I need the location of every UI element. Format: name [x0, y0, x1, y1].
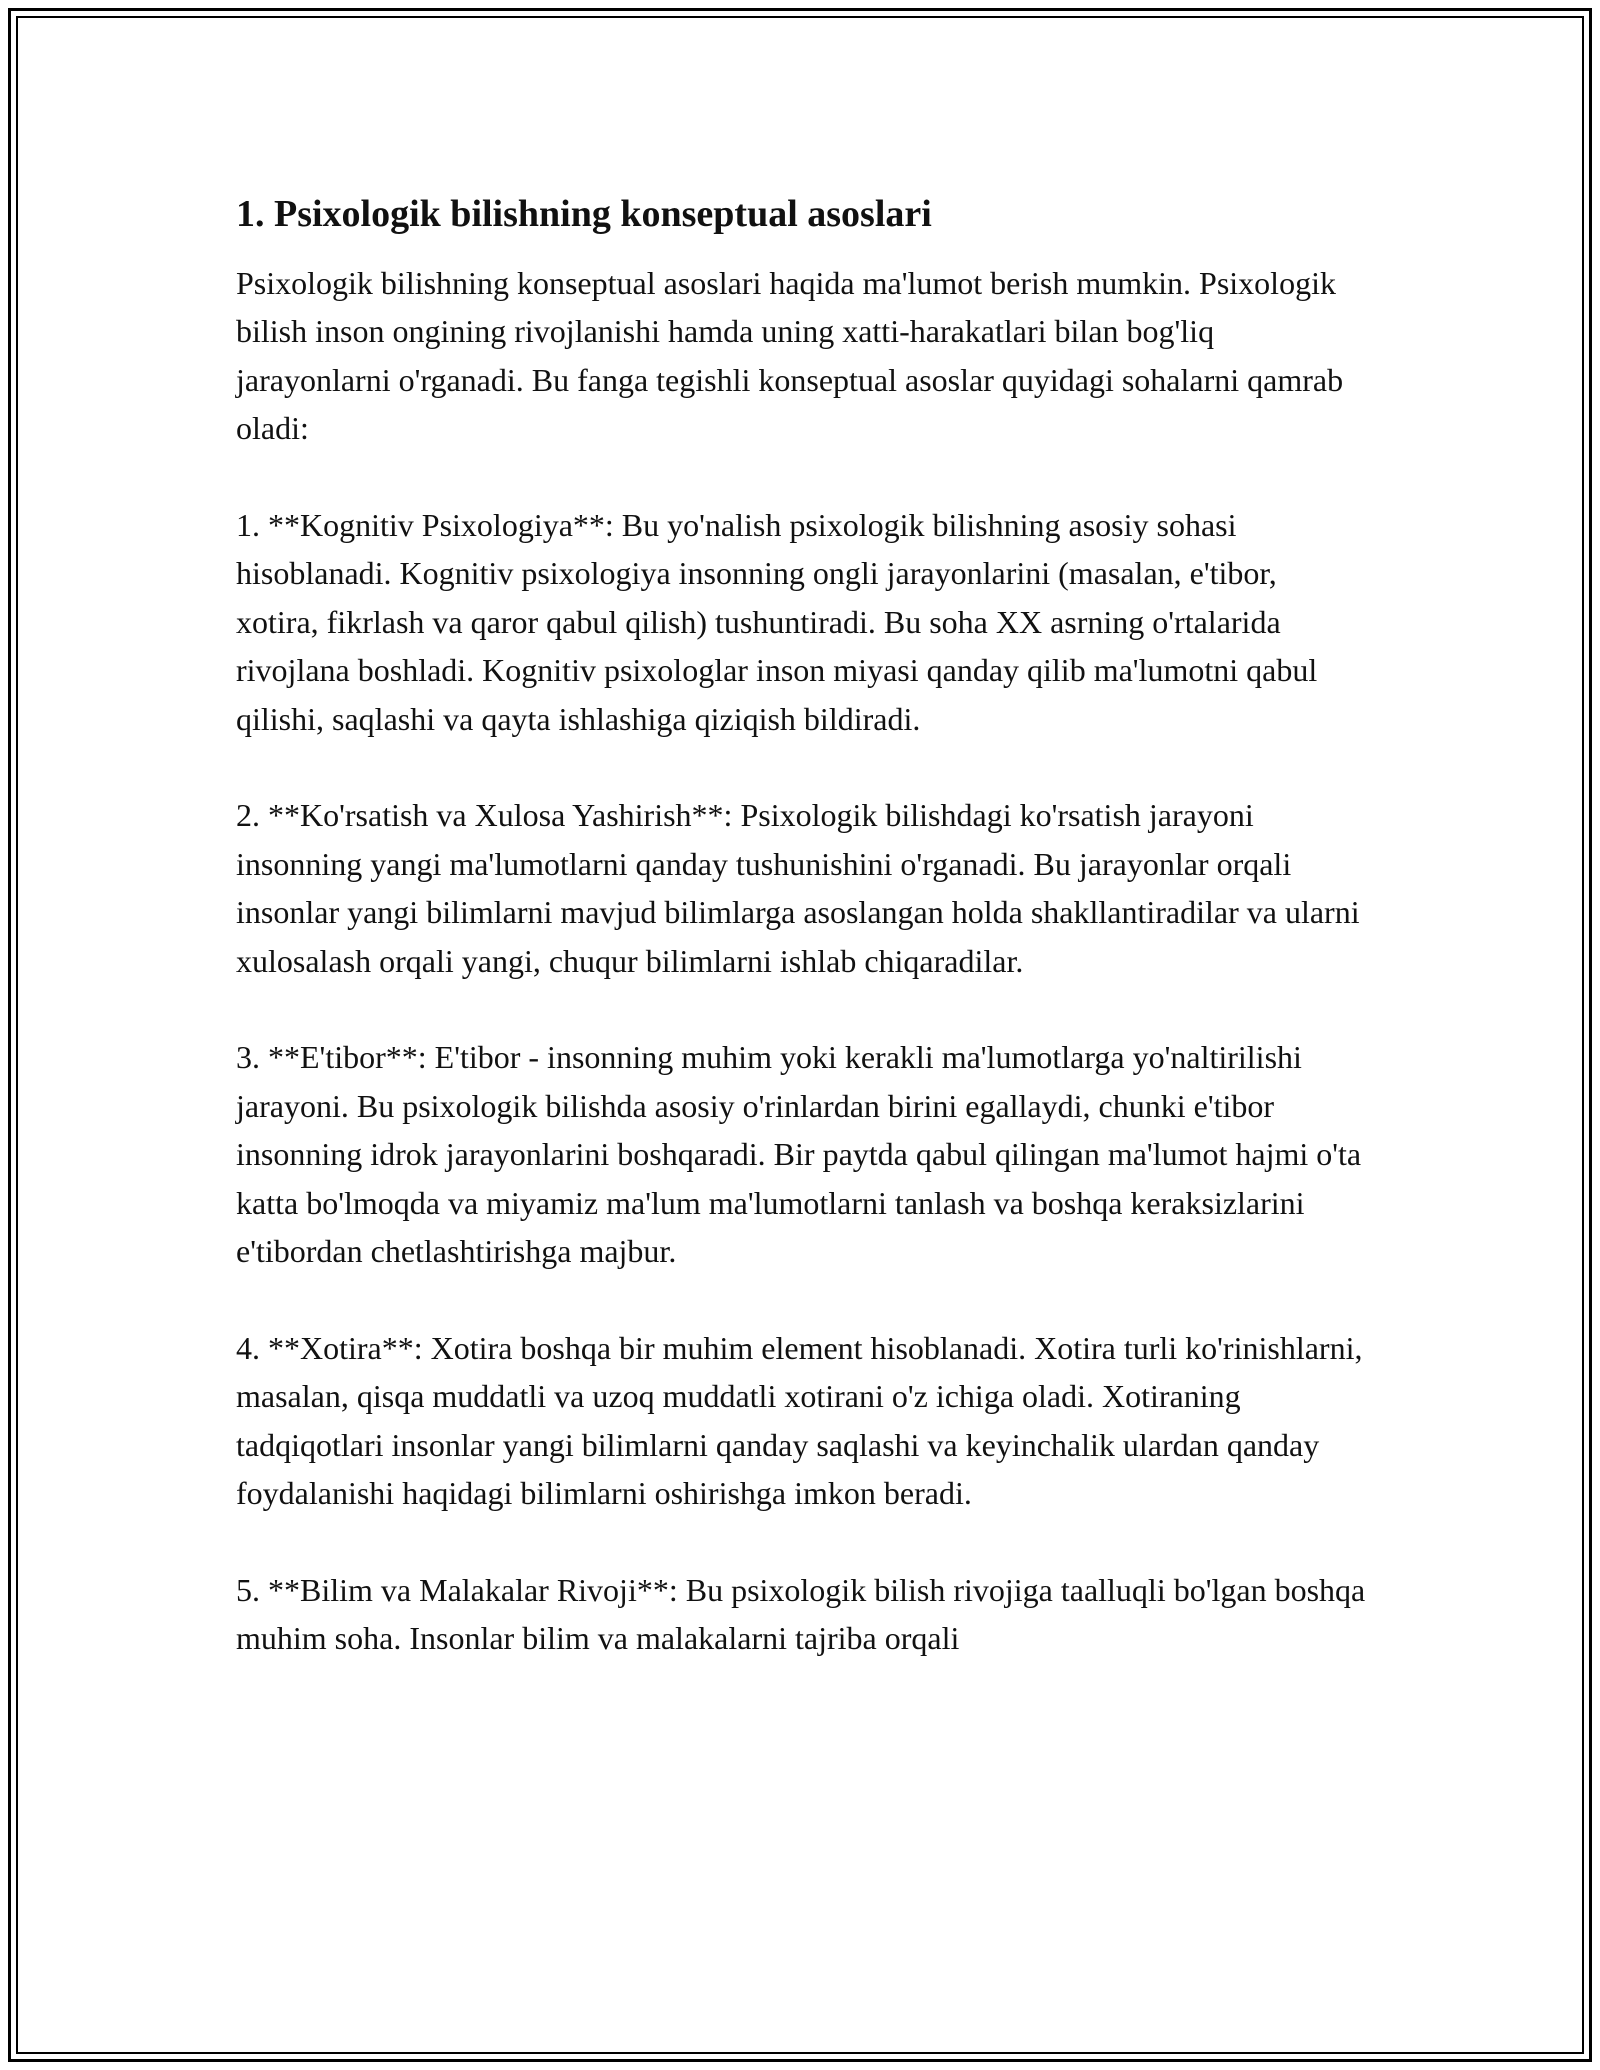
list-item-bilim-va-malakalar: 5. **Bilim va Malakalar Rivoji**: Bu psixologik bilish rivojiga taalluqli bo'lgan boshqa muhim soha. Insonlar bilim va malakalarni tajriba orqali [236, 1571, 1366, 1657]
list-item-kognitiv-psixologiya: 1. **Kognitiv Psixologiya**: Bu yo'nalish psixologik bilishning asosiy sohasi hisoblanadi. Kognitiv psixologiya insonning ongli jarayonlarini (masalan, e'tibor, xotira, fikrlash va qaror qabul qilish) tushuntiradi. Bu soha XX asrning o'rtalarida rivojlana boshladi. Kognitiv psixologlar inson miyasi qanday qilib ma'lumotni qabul qilishi, saqlashi va qayta ishlashiga qiziqish bildiradi. [236, 507, 1318, 737]
list-item-xotira: 4. **Xotira**: Xotira boshqa bir muhim element hisoblanadi. Xotira turli ko'rinishlarni, masalan, qisqa muddatli va uzoq muddatli xotirani o'z ichiga oladi. Xotiraning tadqiqotlari insonlar yangi bilimlarni qanday saqlashi va keyinchalik ulardan qanday foydalanishi haqidagi bilimlarni oshirishga imkon beradi. [236, 1329, 1363, 1512]
list-item-korsatish-va-xulosa: 2. **Ko'rsatish va Xulosa Yashirish**: Psixologik bilishdagi ko'rsatish jarayoni insonning yangi ma'lumotlarni qanday tushunishini o'rganadi. Bu jarayonlar orqali insonlar yangi bilimlarni mavjud bilimlarga asoslangan holda shakllantiradilar va ularni xulosalash orqali yangi, chuqur bilimlarni ishlab chiqaradilar. [236, 797, 1360, 979]
intro-paragraph: Psixologik bilishning konseptual asoslari haqida ma'lumot berish mumkin. Psixologik bilish inson ongining rivojlanishi hamda uning xatti-harakatlari bilan bog'liq jarayonlarni o'rganadi. Bu fanga tegishli konseptual asoslar quyidagi sohalarni qamrab oladi: [236, 265, 1344, 447]
document-body [236, 186, 1366, 1711]
list-item-etibor: 3. **E'tibor**: E'tibor - insonning muhim yoki kerakli ma'lumotlarga yo'naltirilishi jarayoni. Bu psixologik bilishda asosiy o'rinlardan birini egallaydi, chunki e'tibor insonning idrok jarayonlarini boshqaradi. Bir paytda qabul qilingan ma'lumot hajmi o'ta katta bo'lmoqda va miyamiz ma'lum ma'lumotlarni tanlash va boshqa keraksizlarini e'tibordan chetlashtirishga majbur. [236, 1039, 1362, 1270]
document-title: 1. Psixologik bilishning konseptual asoslari [236, 193, 932, 235]
